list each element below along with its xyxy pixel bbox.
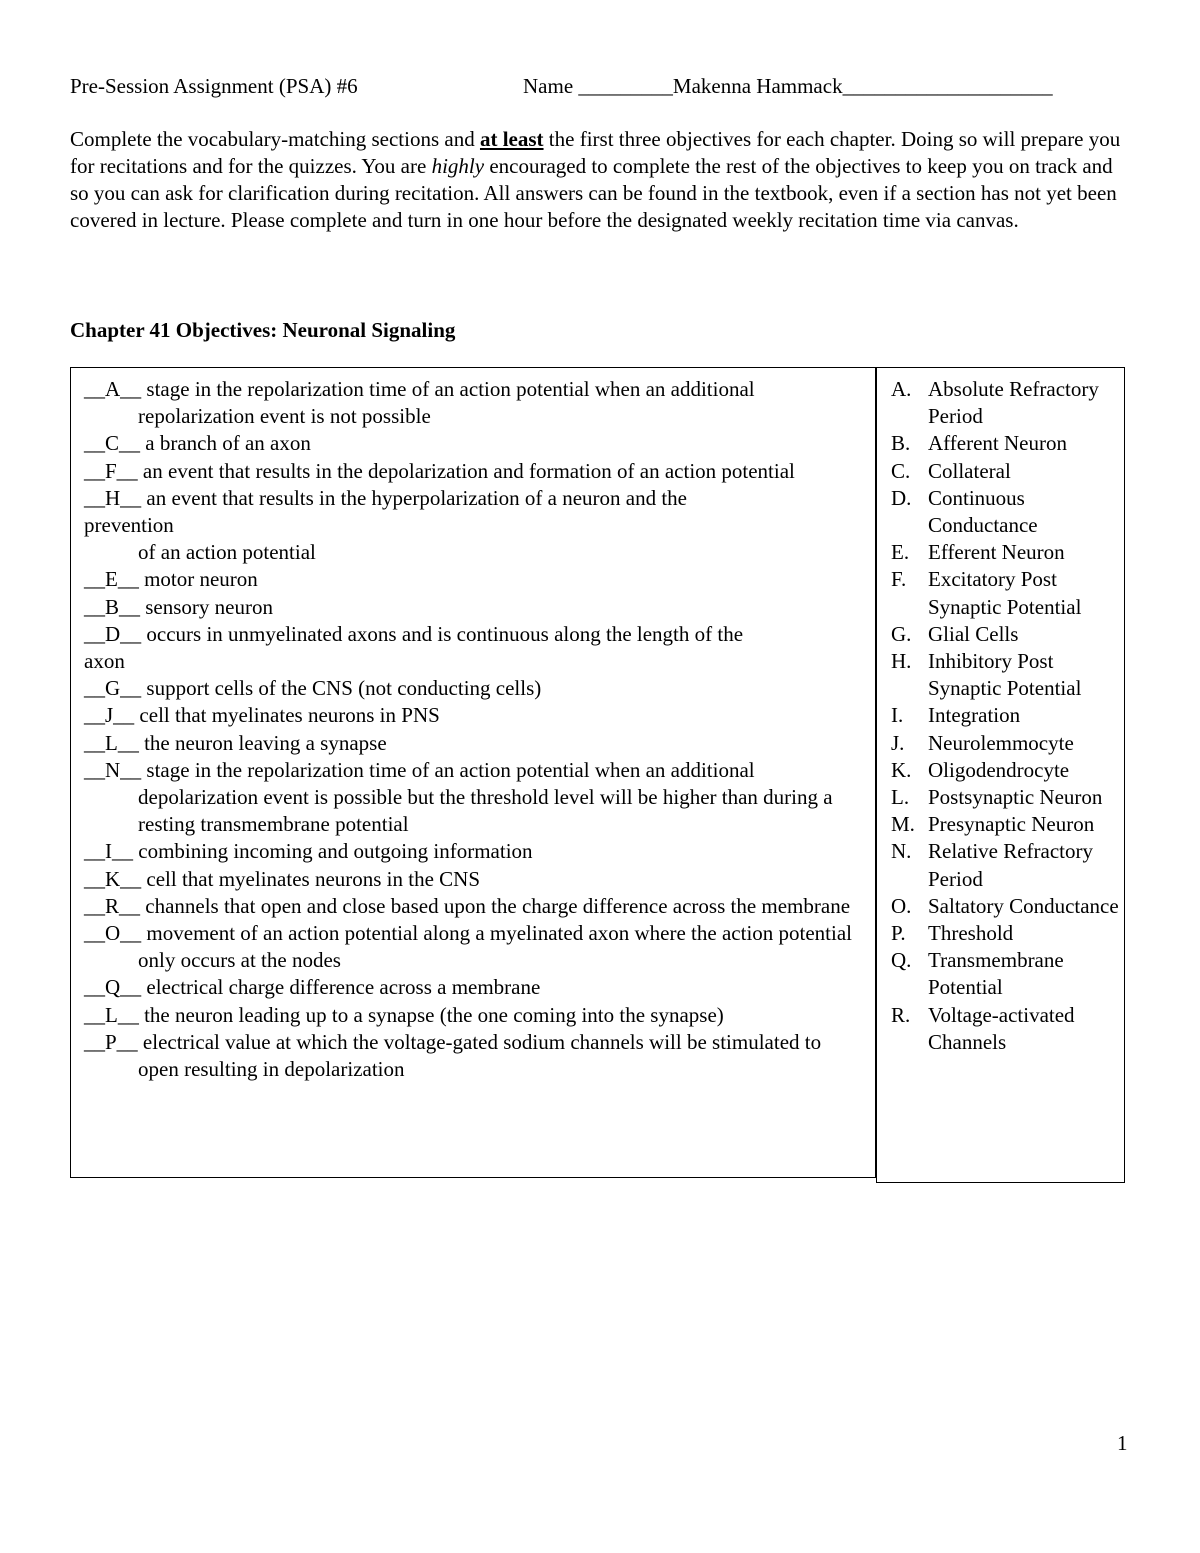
term-item (891, 376, 1121, 430)
term-text: Efferent Neuron (928, 540, 1065, 565)
term-item (891, 485, 1121, 539)
term-text: Saltatory Conductance (928, 893, 1119, 918)
term-text: Voltage-activated Channels (928, 1002, 1075, 1054)
term-item (891, 621, 1121, 648)
term-letter: G. (891, 621, 912, 646)
term-item (891, 920, 1121, 947)
term-letter: K. (891, 757, 912, 782)
term-text: Presynaptic Neuron (928, 812, 1095, 837)
definition-item-continued: axon (84, 649, 125, 674)
definition-item: __D__ occurs in unmyelinated axons and is continuous along the length of the (84, 621, 744, 646)
term-item (891, 730, 1121, 757)
definition-item: __I__ combining incoming and outgoing information (84, 839, 533, 864)
page-number: 1 (1117, 1431, 1128, 1455)
term-item (891, 838, 1121, 892)
term-letter: O. (891, 893, 912, 918)
definition-item-continued: of an action potential (138, 540, 316, 565)
term-item (891, 811, 1121, 838)
term-letter: P. (891, 921, 906, 946)
matching-terms-box (876, 367, 1125, 1183)
instructions-text-1: Complete the vocabulary-matching sections and (70, 127, 480, 151)
definition-item: __P__ electrical value at which the voltage-gated sodium channels will be stimulated to open resulting in depolarization (84, 1029, 822, 1082)
student-name-field: Name _________Makenna Hammack____________________ (523, 74, 1053, 98)
definition-item: __A__ stage in the repolarization time of an action potential when an additional repolarization event is not possible (84, 377, 755, 429)
instructions-emphasis: at least (479, 127, 544, 151)
term-letter: J. (891, 730, 905, 755)
term-letter: F. (891, 567, 907, 592)
definition-item: __J__ cell that myelinates neurons in PNS (84, 703, 440, 728)
term-text: Inhibitory Post Synaptic Potential (928, 649, 1082, 701)
term-item (891, 648, 1121, 702)
instructions-paragraph (70, 126, 1130, 234)
term-text: Integration (928, 703, 1021, 728)
definition-item: __B__ sensory neuron (84, 594, 273, 619)
terms-list (891, 376, 1121, 1056)
term-letter: D. (891, 485, 912, 510)
term-item (891, 702, 1121, 729)
term-text: Oligodendrocyte (928, 757, 1070, 782)
chapter-title: Chapter 41 Objectives: Neuronal Signaling (70, 318, 456, 342)
instructions-text-2: the first three objectives for each chapter. Doing so will prepare you for recitations and for the quizzes. You are (70, 127, 1121, 178)
term-text: Neurolemmocyte (928, 730, 1074, 755)
term-text: Relative Refractory Period (928, 839, 1094, 891)
assignment-title: Pre-Session Assignment (PSA) #6 (70, 74, 358, 98)
term-letter: R. (891, 1002, 911, 1027)
term-item (891, 784, 1121, 811)
definition-item: __F__ an event that results in the depolarization and formation of an action potential (84, 458, 795, 483)
matching-definitions-box (70, 367, 876, 1178)
definition-item: __L__ the neuron leaving a synapse (84, 730, 387, 755)
term-text: Excitatory Post Synaptic Potential (928, 567, 1082, 619)
definition-item: __G__ support cells of the CNS (not conducting cells) (84, 676, 542, 701)
term-text: Glial Cells (928, 621, 1019, 646)
term-letter: E. (891, 540, 910, 565)
term-item (891, 1002, 1121, 1056)
term-item (891, 893, 1121, 920)
term-letter: Q. (891, 948, 912, 973)
definition-item: __K__ cell that myelinates neurons in the CNS (84, 866, 481, 891)
term-letter: C. (891, 458, 911, 483)
term-letter: A. (891, 377, 912, 401)
term-letter: M. (891, 812, 915, 837)
definition-item: __Q__ electrical charge difference across a membrane (84, 975, 541, 1000)
term-item (891, 458, 1121, 485)
term-text: Postsynaptic Neuron (928, 785, 1103, 810)
term-text: Absolute Refractory Period (928, 377, 1099, 429)
instructions-italic: highly (431, 154, 485, 178)
term-text: Afferent Neuron (928, 431, 1067, 456)
term-letter: B. (891, 431, 911, 456)
definition-item: __H__ an event that results in the hyperpolarization of a neuron and the (84, 485, 687, 510)
term-item (891, 430, 1121, 457)
term-letter: L. (891, 785, 910, 810)
definition-item: __C__ a branch of an axon (84, 431, 311, 456)
definition-item: __E__ motor neuron (84, 567, 258, 592)
definition-item: __R__ channels that open and close based upon the charge difference across the membrane (84, 893, 851, 918)
definition-item: __L__ the neuron leading up to a synapse (the one coming into the synapse) (84, 1002, 724, 1027)
instructions-text-3: encouraged to complete the rest of the objectives to keep you on track and so you can ask for clarification during recitation. All answers can be found in the textbook, even if a section has not yet been covered in lecture. Please complete and turn in one hour before the designated weekly recitation time via canvas. (70, 154, 1117, 232)
term-item (891, 757, 1121, 784)
term-text: Collateral (928, 458, 1011, 483)
definitions-list (84, 376, 864, 1083)
term-item (891, 566, 1121, 620)
term-text: Transmembrane Potential (928, 948, 1064, 1000)
term-letter: N. (891, 839, 912, 864)
term-text: Continuous Conductance (928, 485, 1038, 538)
term-text: Threshold (928, 921, 1014, 946)
definition-item: __O__ movement of an action potential along a myelinated axon where the action potential only occurs at the nodes (84, 921, 853, 973)
term-item (891, 947, 1121, 1001)
term-item (891, 539, 1121, 566)
definition-item: __N__ stage in the repolarization time of an action potential when an additional depolarization event is possible but the threshold level will be higher than during a resting transmembrane potential (84, 757, 833, 837)
term-letter: I. (891, 703, 904, 728)
term-letter: H. (891, 649, 912, 674)
header (70, 72, 1130, 100)
definition-item-continued: prevention (84, 513, 174, 538)
